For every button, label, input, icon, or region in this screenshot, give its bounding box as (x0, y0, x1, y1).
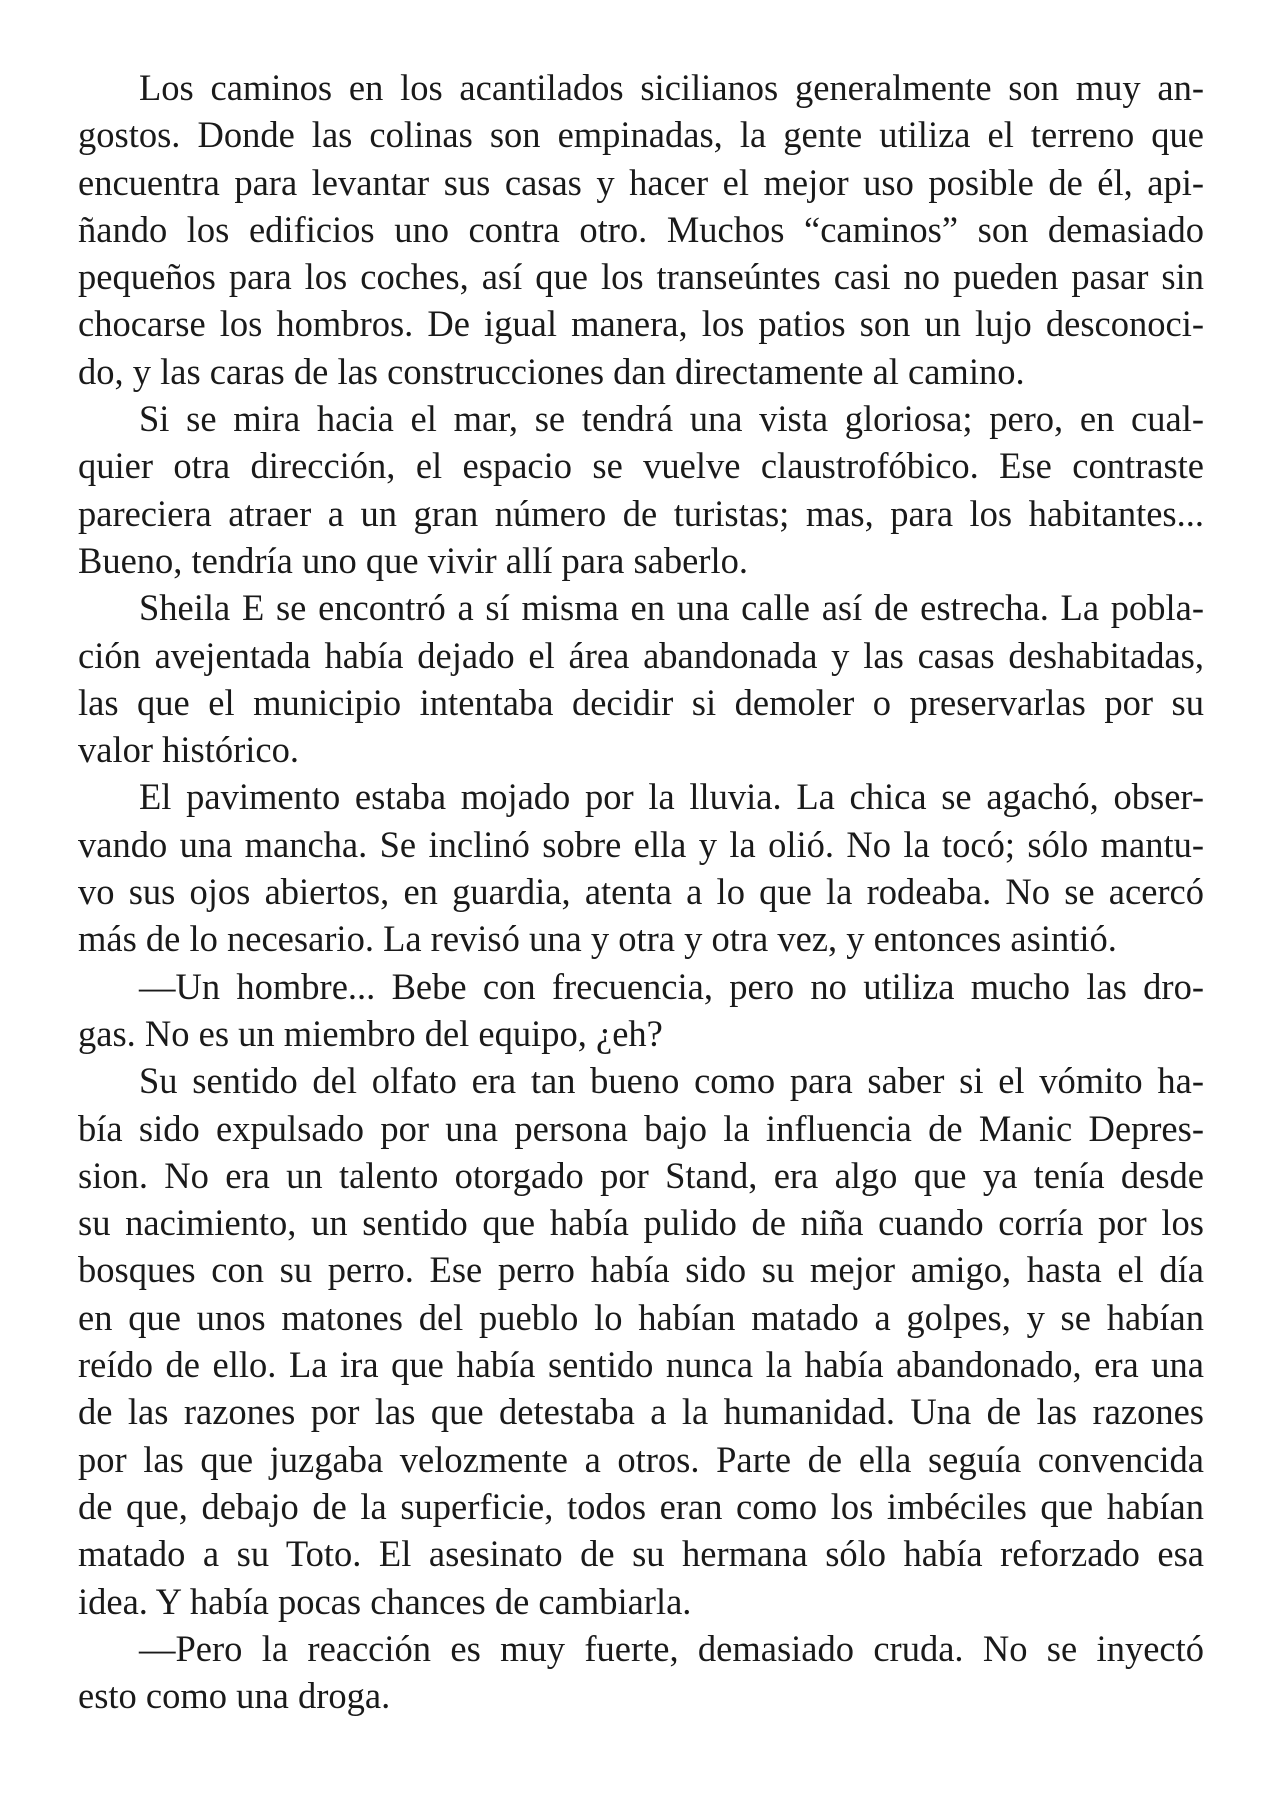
text-line: encuentra para levantar sus casas y hacer el mejor uso posible de él, api- (78, 161, 1204, 203)
text-line: —Un hombre... Bebe con frecuencia, pero no utiliza mucho las dro- (139, 965, 1204, 1007)
text-line: valor histórico. (78, 729, 299, 771)
text-line: sion. No era un talento otorgado por Stand, era algo que ya tenía desde (78, 1154, 1204, 1196)
paragraph-5 (78, 963, 1204, 1058)
text-line: de las razones por las que detestaba a la humanidad. Una de las razones (78, 1391, 1204, 1433)
text-line: gas. No es un miembro del equipo, ¿eh? (78, 1012, 663, 1054)
paragraph-4 (78, 773, 1204, 962)
text-line: Su sentido del olfato era tan bueno como para saber si el vómito ha- (139, 1060, 1204, 1102)
text-line: vando una mancha. Se inclinó sobre ella y la olió. No la tocó; sólo mantu- (78, 823, 1204, 865)
text-line: Sheila E se encontró a sí misma en una calle así de estrecha. La pobla- (139, 587, 1204, 629)
text-line: ción avejentada había dejado el área abandonada y las casas deshabitadas, (78, 634, 1204, 676)
text-line: El pavimento estaba mojado por la lluvia. La chica se agachó, obser- (139, 776, 1204, 818)
paragraph-3 (78, 584, 1204, 773)
text-line: pequeños para los coches, así que los transeúntes casi no pueden pasar sin (78, 256, 1204, 298)
text-line: chocarse los hombros. De igual manera, los patios son un lujo desconoci- (78, 303, 1204, 345)
text-line: reído de ello. La ira que había sentido nunca la había abandonado, era una (78, 1344, 1204, 1386)
text-line: más de lo necesario. La revisó una y otra y otra vez, y entonces asintió. (78, 918, 1117, 960)
text-line: ñando los edificios uno contra otro. Muchos “caminos” son demasiado (78, 208, 1204, 250)
text-line: matado a su Toto. El asesinato de su hermana sólo había reforzado esa (78, 1533, 1204, 1575)
text-line: —Pero la reacción es muy fuerte, demasiado cruda. No se inyectó (139, 1627, 1204, 1669)
text-line: vo sus ojos abiertos, en guardia, atenta a lo que la rodeaba. No se acercó (78, 871, 1204, 913)
text-line: bía sido expulsado por una persona bajo la influencia de Manic Depres- (78, 1107, 1204, 1149)
paragraph-1 (78, 64, 1204, 395)
text-line: Si se mira hacia el mar, se tendrá una vista gloriosa; pero, en cual- (139, 398, 1204, 440)
paragraph-2 (78, 395, 1204, 584)
book-page (78, 64, 1204, 1764)
text-line: quier otra dirección, el espacio se vuelve claustrofóbico. Ese contraste (78, 445, 1204, 487)
paragraph-6 (78, 1057, 1204, 1625)
text-line: Bueno, tendría uno que vivir allí para saberlo. (78, 539, 748, 581)
text-line: idea. Y había pocas chances de cambiarla. (78, 1580, 692, 1622)
text-line: de que, debajo de la superficie, todos eran como los imbéciles que habían (78, 1485, 1204, 1527)
text-line: gostos. Donde las colinas son empinadas, la gente utiliza el terreno que (78, 114, 1204, 156)
text-line: pareciera atraer a un gran número de turistas; mas, para los habitantes... (78, 492, 1204, 534)
text-line: do, y las caras de las construcciones dan directamente al camino. (78, 350, 1025, 392)
text-line: su nacimiento, un sentido que había pulido de niña cuando corría por los (78, 1202, 1204, 1244)
text-line: las que el municipio intentaba decidir si demoler o preservarlas por su (78, 681, 1204, 723)
text-line: bosques con su perro. Ese perro había sido su mejor amigo, hasta el día (78, 1249, 1204, 1291)
text-line: esto como una droga. (78, 1675, 391, 1717)
text-line: por las que juzgaba velozmente a otros. Parte de ella seguía convencida (78, 1438, 1204, 1480)
paragraph-7 (78, 1625, 1204, 1720)
text-line: Los caminos en los acantilados sicilianos generalmente son muy an- (139, 67, 1204, 108)
text-line: en que unos matones del pueblo lo habían matado a golpes, y se habían (78, 1296, 1204, 1338)
